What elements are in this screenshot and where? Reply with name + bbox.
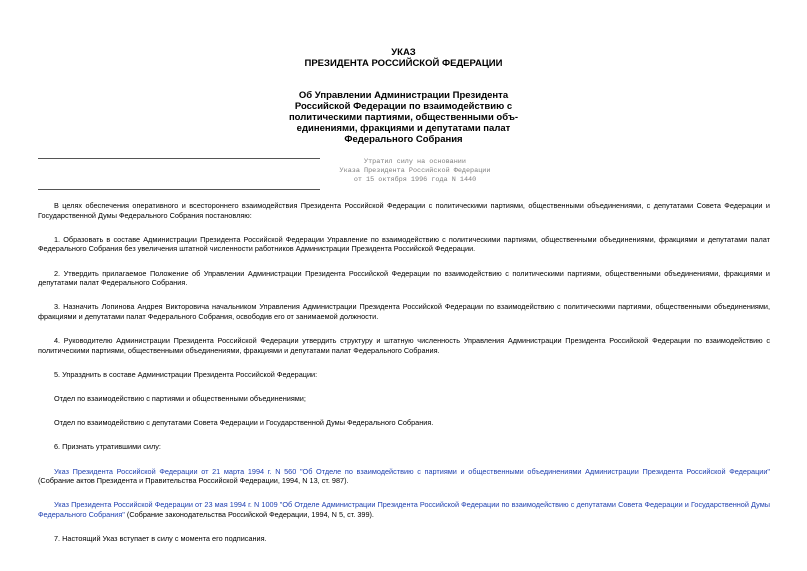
decree-issuer: ПРЕЗИДЕНТА РОССИЙСКОЙ ФЕДЕРАЦИИ <box>304 58 503 69</box>
decree-1009-link[interactable]: Указ Президента Российской Федерации от 23 мая 1994 г. N 1009 "Об Отделе Администрации Президента Российской Федерации по взаимодействию с депутатами Совета Федерации и Государственной Думы Федерального Собрания" <box>38 500 770 520</box>
paragraph-6a <box>38 467 770 486</box>
paragraph-2: 2. Утвердить прилагаемое Положение об Управлении Администрации Президента Российской Федерации по взаимодействию с политическими партиями, общественными объединениями, фракциями и депутатами палат Федерального Собрания. <box>38 268 770 288</box>
paragraph-4: 4. Руководителю Администрации Президента Российской Федерации утвердить структуру и штатную численность Управления Администрации Президента Российской Федерации по взаимодействию с политическими партиями, общественными объединениями, фракциями и депутатами палат Федерального Собрания. <box>38 336 770 355</box>
paragraph-7: 7. Настоящий Указ вступает в силу с момента его подписания. <box>54 534 267 544</box>
decree-560-source: (Собрание актов Президента и Правительства Российской Федерации, 1994, N 13, ст. 987). <box>38 476 349 486</box>
decree-1009-source: (Собрание законодательства Российской Федерации, 1994, N 5, ст. 399). <box>124 510 374 520</box>
repeal-note <box>300 158 530 185</box>
repeal-note-line: Указа Президента Российской Федерации <box>339 167 491 175</box>
subject-line: Об Управлении Администрации Президента <box>298 90 509 101</box>
paragraph-5a: Отдел по взаимодействию с партиями и общественными объединениями; <box>54 394 306 404</box>
subject-line: Федерального Собрания <box>344 134 463 145</box>
paragraph-6b <box>38 500 770 519</box>
subject-line: единениями, фракциями и депутатами палат <box>296 123 511 134</box>
paragraph-5: 5. Упразднить в составе Администрации Президента Российской Федерации: <box>54 369 318 379</box>
decree-subject <box>250 90 557 145</box>
paragraph-3: 3. Назначить Лопинова Андрея Викторовича начальником Управления Администрации Президента Российской Федерации по взаимодействию с политическими партиями, общественными объединениями, фракциями и депутатами палат Федерального Собрания, освободив его от занимаемой должности. <box>38 302 770 321</box>
paragraph-5b: Отдел по взаимодействию с депутатами Совета Федерации и Государственной Думы Федерального Собрания. <box>54 418 434 428</box>
paragraph-1: 1. Образовать в составе Администрации Президента Российской Федерации Управление по взаимодействию с политическими партиями, общественными объединениями, фракциями и депутатами палат Федерального Собрания без увеличения штатной численности работников Администрации Президента Российской Федерации. <box>38 234 770 254</box>
separator-rule-bottom <box>38 189 320 190</box>
decree-560-link[interactable]: Указ Президента Российской Федерации от 21 марта 1994 г. N 560 "Об Отделе по взаимодействию с партиями и общественными объединениями Администрации Президента Российской Федерации" <box>54 466 770 476</box>
separator-rule-top <box>38 158 320 159</box>
subject-line: Российской Федерации по взаимодействию с <box>294 101 513 112</box>
paragraph-6: 6. Признать утратившими силу: <box>54 442 161 452</box>
document-heading <box>0 47 807 69</box>
intro-paragraph: В целях обеспечения оперативного и всестороннего взаимодействия Президента Российской Федерации с политическими партиями, общественными объединениями, с депутатами Совета Федерации и Государственной Думы Федерального Собрания постановляю: <box>38 201 770 220</box>
repeal-note-line: от 15 октября 1996 года N 1440 <box>353 176 477 184</box>
decree-title: УКАЗ <box>391 47 416 58</box>
repeal-note-line: Утратил силу на основании <box>364 158 466 166</box>
subject-line: политическими партиями, общественными объ- <box>288 112 519 123</box>
document-body <box>38 201 770 558</box>
